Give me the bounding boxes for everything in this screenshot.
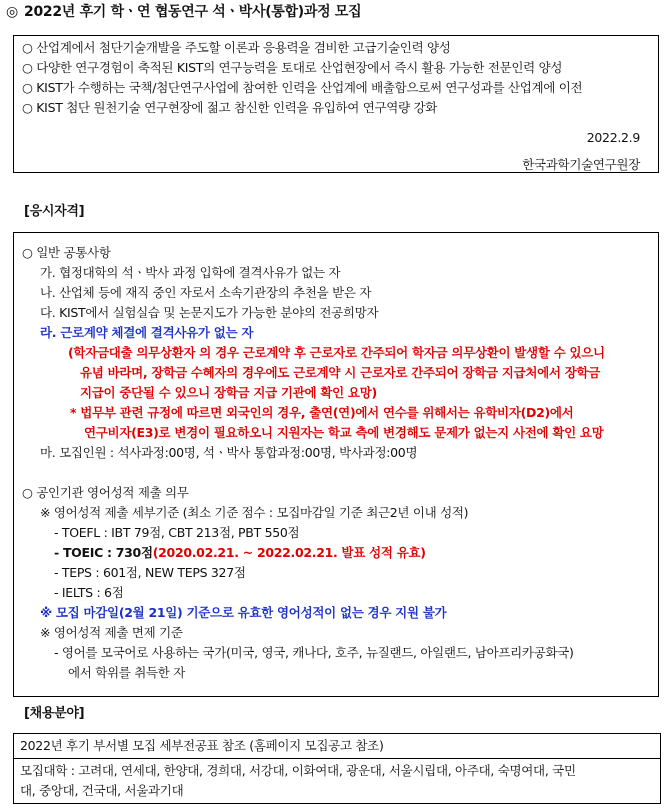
general-header: ○ 일반 공통사항 xyxy=(22,245,111,260)
universities-line-2: 대, 중앙대, 건국대, 서울과기대 xyxy=(20,783,184,798)
toeic-score: - TOEIC : 730점 xyxy=(54,545,153,560)
eligibility-box xyxy=(13,232,659,697)
page-title-text: 2022년 후기 학ㆍ연 협동연구 석ㆍ박사(통합)과정 모집 xyxy=(24,4,362,20)
intro-bullet: ○ 다양한 연구경험이 축적된 KIST의 연구능력을 토대로 산업현장에서 즉시 활용 가능한 전문인력 양성 xyxy=(22,60,563,75)
bullseye-icon: ◎ xyxy=(6,4,18,20)
exemption-line-1: - 영어를 모국어로 사용하는 국가(미국, 영국, 캐나다, 호주, 뉴질랜드, 아일랜드, 남아프리카공화국) xyxy=(54,645,574,660)
teps-requirement: - TEPS : 601점, NEW TEPS 327점 xyxy=(54,565,246,580)
intro-bullet: ○ KIST 첨단 원천기술 연구현장에 젊고 참신한 인력을 유입하여 연구역량 강화 xyxy=(22,100,438,115)
intro-bullet: ○ 산업계에서 첨단기술개발을 주도할 이론과 응용력을 겸비한 고급기술인력 양성 xyxy=(22,40,451,55)
recruitment-count: 마. 모집인원 : 석사과정:00명, 석ㆍ박사 통합과정:00명, 박사과정:00명 xyxy=(40,445,418,460)
loan-note-line-3: 지급이 중단될 수 있으니 장학금 지급 기관에 확인 요망) xyxy=(80,385,377,400)
intro-box xyxy=(13,35,659,173)
toefl-requirement: - TOEFL : IBT 79점, CBT 213점, PBT 550점 xyxy=(54,525,300,540)
table-cell xyxy=(14,759,661,804)
exemption-line-2: 에서 학위를 취득한 자 xyxy=(68,665,185,680)
page-title xyxy=(6,2,361,22)
english-criteria: ※ 영어성적 제출 세부기준 (최소 기준 점수 : 모집마감일 기준 최근2년 이내 성적) xyxy=(40,505,469,520)
table-row xyxy=(14,734,661,759)
requirement-ra: 라. 근로계약 체결에 결격사유가 없는 자 xyxy=(40,325,254,340)
english-deadline-notice: ※ 모집 마감일(2월 21일) 기준으로 유효한 영어성적이 없는 경우 지원 불가 xyxy=(40,605,447,620)
ielts-requirement: - IELTS : 6점 xyxy=(54,585,124,600)
visa-note-line-1: * 법무부 관련 규정에 따르면 외국인의 경우, 출연(연)에서 연수를 위해서는 유학비자(D2)에서 xyxy=(70,405,574,420)
requirement-na: 나. 산업체 등에 재직 중인 자로서 소속기관장의 추천을 받은 자 xyxy=(40,285,372,300)
section-heading-eligibility: [응시자격] xyxy=(24,204,85,219)
universities-line-1: 모집대학 : 고려대, 연세대, 한양대, 경희대, 서강대, 이화여대, 광운대, 서울시립대, 아주대, 숙명여대, 국민 xyxy=(20,763,576,778)
section-heading-fields: [채용분야] xyxy=(24,706,85,721)
requirement-ga: 가. 협정대학의 석ㆍ박사 과정 입학에 결격사유가 없는 자 xyxy=(40,265,341,280)
exemption-header: ※ 영어성적 제출 면제 기준 xyxy=(40,625,183,640)
visa-note-line-2: 연구비자(E3)로 변경이 필요하오니 지원자는 학교 측에 변경해도 문제가 없는지 사전에 확인 요망 xyxy=(84,425,604,440)
issuing-organization: 한국과학기술연구원장 xyxy=(522,157,640,172)
intro-bullet: ○ KIST가 수행하는 국책/첨단연구사업에 참여한 인력을 산업계에 배출함으로써 연구성과를 산업계에 이전 xyxy=(22,80,583,95)
table-row xyxy=(14,759,661,804)
loan-note-line-1: (학자금대출 의무상환자 의 경우 근로계약 후 근로자로 간주되어 학자금 의무상환이 발생할 수 있으니 xyxy=(68,345,605,360)
announcement-date: 2022.2.9 xyxy=(586,130,640,145)
toeic-validity: (2020.02.21. ~ 2022.02.21. 발표 성적 유효) xyxy=(152,545,426,560)
toeic-requirement xyxy=(22,543,650,563)
fields-table xyxy=(13,733,661,804)
table-cell: 2022년 후기 부서별 모집 세부전공표 참조 (홈페이지 모집공고 참조) xyxy=(14,734,661,759)
english-header: ○ 공인기관 영어성적 제출 의무 xyxy=(22,485,189,500)
requirement-da: 다. KIST에서 실험실습 및 논문지도가 가능한 분야의 전공희망자 xyxy=(40,305,379,320)
loan-note-line-2: 유념 바라며, 장학금 수혜자의 경우에도 근로계약 시 근로자로 간주되어 장학금 지급처에서 장학금 xyxy=(80,365,601,380)
